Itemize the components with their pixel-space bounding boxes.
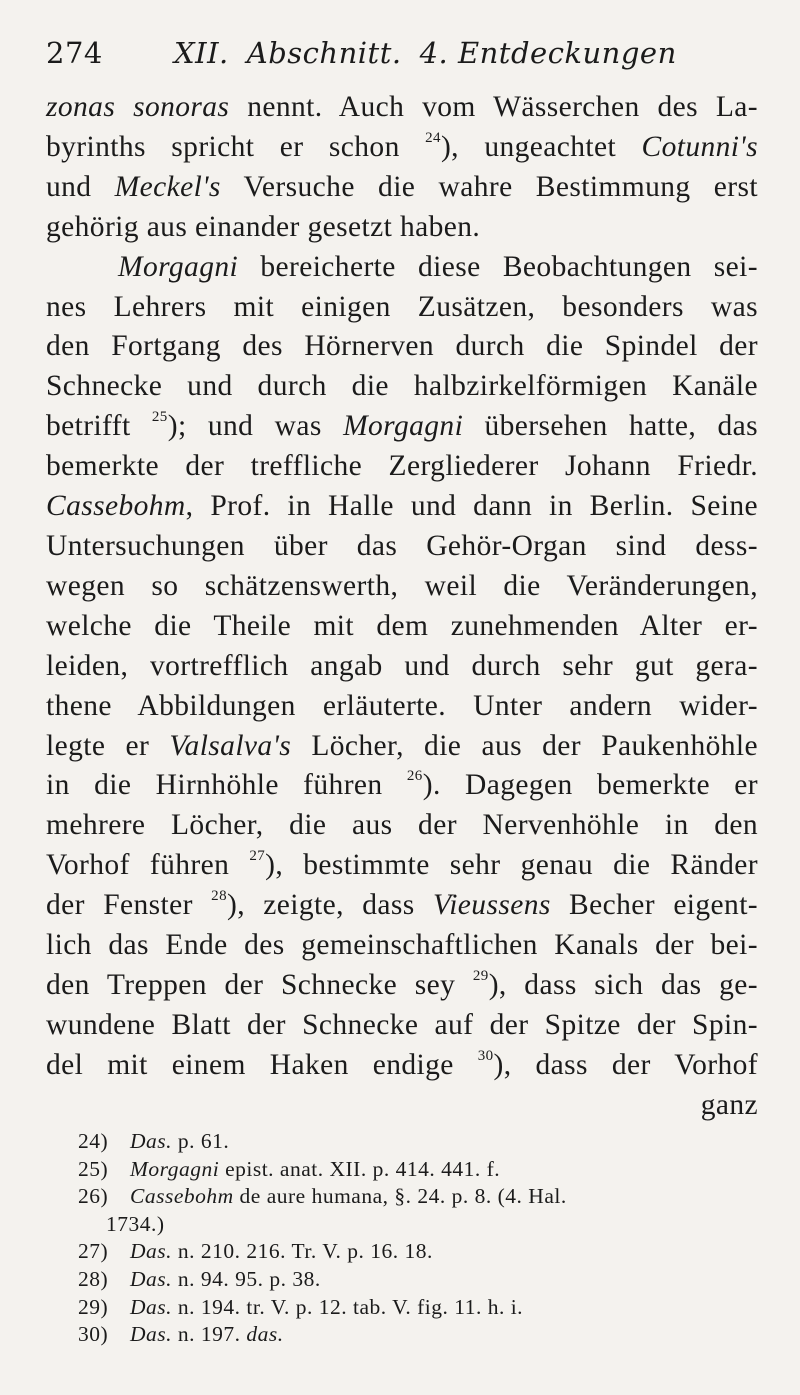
text-run: ); und was xyxy=(167,410,344,443)
text-run: thene Abbildungen erläuterte. Unter andern wider- xyxy=(46,689,758,722)
text-line xyxy=(46,367,758,407)
text-line xyxy=(46,327,758,367)
text-line xyxy=(46,447,758,487)
text-run: n. 197. xyxy=(172,1322,247,1347)
text-run: mehrere Löcher, die aus der Nervenhöhle in den xyxy=(46,809,758,842)
footnote-ref: 26 xyxy=(406,768,423,785)
footnote xyxy=(78,1183,760,1211)
running-head xyxy=(46,18,758,88)
text-line xyxy=(46,766,758,806)
footnote-number: 26) xyxy=(78,1184,109,1209)
footnote-ref: 24 xyxy=(425,129,441,146)
text-line xyxy=(46,727,758,767)
text-line xyxy=(46,1006,758,1046)
text-line xyxy=(46,607,758,647)
text-line xyxy=(46,886,758,926)
text-run: und xyxy=(46,170,115,203)
text-line xyxy=(46,966,758,1006)
text-line xyxy=(46,168,758,208)
text-run: ), dass der Vorhof xyxy=(493,1048,758,1081)
body-text xyxy=(46,88,758,1126)
italic-text: Morgagni xyxy=(130,1156,220,1181)
italic-text: Meckel's xyxy=(114,170,221,203)
footnote-number: 30) xyxy=(78,1322,109,1347)
text-run: p. 61. xyxy=(172,1129,230,1153)
footnote-ref: 30 xyxy=(477,1047,494,1064)
italic-text: Cassebohm xyxy=(130,1184,234,1209)
footnote-ref: 27 xyxy=(249,848,266,865)
footnotes xyxy=(78,1128,760,1349)
text-run: nennt. Auch vom Wässerchen des La- xyxy=(229,91,758,123)
text-line xyxy=(46,527,758,567)
text-run: den Treppen der Schnecke sey xyxy=(46,968,473,1001)
text-line xyxy=(46,208,758,248)
text-line xyxy=(46,926,758,966)
text-run: welche die Theile mit dem zunehmenden Alter er- xyxy=(46,609,758,642)
text-run: den Fortgang des Hörnerven durch die Spindel der xyxy=(46,330,758,363)
page-number: 274 xyxy=(46,36,103,70)
text-run: de aure humana, §. 24. p. 8. (4. Hal. xyxy=(233,1184,567,1209)
italic-text: Valsalva's xyxy=(169,729,292,762)
text-line xyxy=(46,128,758,168)
text-run: del mit einem Haken endige xyxy=(46,1048,478,1081)
text-run: Schnecke und durch die halbzirkelförmigen Kanäle xyxy=(46,370,758,403)
footnote-ref: 29 xyxy=(472,967,489,984)
text-run: , Prof. in Halle und dann in Berlin. Seine xyxy=(185,490,758,523)
footnote-number: 24) xyxy=(78,1129,109,1153)
text-run: ). Dagegen bemerkte er xyxy=(422,769,758,802)
footnote-ref: 25 xyxy=(151,409,168,426)
text-line xyxy=(46,88,758,128)
text-run: byrinths spricht er schon xyxy=(46,130,426,163)
chapter-label: Abschnitt. xyxy=(246,36,402,70)
text-run: legte er xyxy=(46,729,170,762)
footnote xyxy=(78,1294,760,1322)
footnote xyxy=(78,1156,760,1184)
text-run: ), bestimmte sehr genau die Ränder xyxy=(265,849,758,882)
text-line xyxy=(46,806,758,846)
footnote-ref: 28 xyxy=(211,888,227,905)
footnote xyxy=(78,1238,760,1266)
text-run: lich das Ende des gemeinschaftlichen Kanals der bei- xyxy=(46,929,758,962)
text-run: leiden, vortrefflich angab und durch sehr gut gera- xyxy=(46,649,758,682)
footnote-line xyxy=(78,1211,760,1239)
italic-text: zonas sonoras xyxy=(46,91,230,123)
footnote xyxy=(78,1266,760,1294)
text-run: in die Hirnhöhle führen xyxy=(46,769,407,802)
italic-text: Morgagni xyxy=(343,410,464,443)
text-line xyxy=(46,407,758,447)
text-line xyxy=(46,687,758,727)
italic-text: Das. xyxy=(130,1266,173,1291)
text-run: n. 210. 216. Tr. V. p. 16. 18. xyxy=(172,1239,433,1264)
text-run: ), ungeachtet xyxy=(440,130,642,163)
text-run: ), zeigte, dass xyxy=(226,889,433,922)
text-run: Versuche die wahre Bestimmung erst xyxy=(220,170,758,203)
text-run: nes Lehrers mit einigen Zusätzen, besonders was xyxy=(46,290,758,323)
italic-text: Das. xyxy=(130,1239,173,1264)
text-run: gehörig aus einander gesetzt haben. xyxy=(46,210,481,243)
italic-text: das. xyxy=(246,1322,284,1347)
text-run: Untersuchungen über das Gehör-Organ sind dess- xyxy=(46,529,758,562)
footnote xyxy=(78,1128,760,1156)
footnote-number: 27) xyxy=(78,1239,109,1264)
text-run: Löcher, die aus der Paukenhöhle xyxy=(291,729,758,762)
subsection-title: 4. Entdeckungen xyxy=(419,36,677,70)
italic-text: Das. xyxy=(130,1129,173,1153)
text-run: übersehen hatte, das xyxy=(463,410,758,443)
text-run: ), dass sich das ge- xyxy=(488,968,758,1001)
text-run: Vorhof führen xyxy=(46,849,250,882)
text-run: n. 94. 95. p. 38. xyxy=(172,1266,321,1291)
text-line xyxy=(46,1046,758,1086)
text-run: betrifft xyxy=(46,410,152,443)
text-line xyxy=(46,1086,758,1126)
text-run: wegen so schätzenswerth, weil die Veränderungen, xyxy=(46,569,758,602)
footnote-continuation: 1734.) xyxy=(106,1211,165,1236)
italic-text: Vieussens xyxy=(432,889,551,922)
text-run: wundene Blatt der Schnecke auf der Spitze der Spin- xyxy=(46,1008,758,1041)
text-line xyxy=(46,846,758,886)
text-run: ganz xyxy=(700,1088,758,1121)
italic-text: Cassebohm xyxy=(46,490,186,523)
italic-text: Morgagni xyxy=(118,250,239,283)
text-run: n. 194. tr. V. p. 12. tab. V. fig. 11. h. i. xyxy=(172,1294,524,1319)
footnote-number: 28) xyxy=(78,1266,109,1291)
section-number: XII. xyxy=(174,36,229,70)
italic-text: Cotunni's xyxy=(641,130,758,163)
footnote xyxy=(78,1321,760,1349)
footnote-number: 25) xyxy=(78,1156,109,1181)
italic-text: Das. xyxy=(130,1322,173,1347)
text-line xyxy=(46,288,758,328)
text-line xyxy=(46,248,758,288)
footnote-number: 29) xyxy=(78,1294,109,1319)
italic-text: Das. xyxy=(130,1294,173,1319)
text-run: Becher eigent- xyxy=(550,889,759,922)
text-run: epist. anat. XII. p. 414. 441. f. xyxy=(219,1156,501,1181)
text-line xyxy=(46,487,758,527)
text-run: der Fenster xyxy=(46,889,212,922)
text-line xyxy=(46,647,758,687)
text-run: bereicherte diese Beobachtungen sei- xyxy=(238,250,758,283)
text-run: bemerkte der treffliche Zergliederer Johann Friedr. xyxy=(46,450,758,483)
text-line xyxy=(46,567,758,607)
